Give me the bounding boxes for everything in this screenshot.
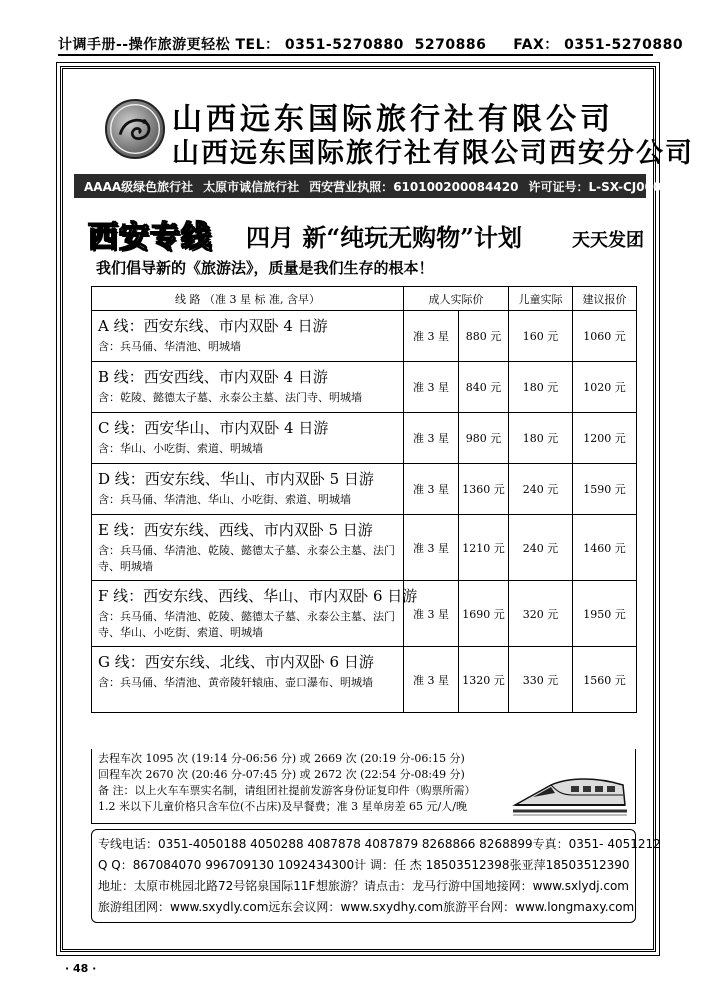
adult-price-cell: 1210 元 bbox=[459, 515, 509, 581]
route-cell bbox=[92, 311, 404, 362]
qq-info bbox=[98, 855, 354, 876]
table-row bbox=[92, 413, 637, 464]
table-header-row bbox=[92, 287, 637, 311]
contact-row-address bbox=[98, 876, 629, 897]
license-info bbox=[309, 178, 518, 195]
qq-numbers: 867084070 996709130 1092434300 bbox=[132, 858, 355, 872]
route-desc: 含：兵马俑、华清池、乾陵、懿德太子墓、永泰公主墓、法门寺、华山、小吃街、索道、明城墙 bbox=[98, 610, 395, 639]
meeting-info bbox=[268, 897, 443, 918]
site-link[interactable]: www.sxlydj.com bbox=[532, 879, 629, 893]
table-row bbox=[92, 311, 637, 362]
child-price-cell: 240 元 bbox=[509, 464, 573, 515]
train-icon bbox=[511, 771, 629, 817]
table-row bbox=[92, 362, 637, 413]
banner-daily: 天天发团 bbox=[572, 230, 644, 251]
dragon-logo-icon bbox=[105, 99, 165, 159]
suggested-price-cell: 1060 元 bbox=[573, 311, 637, 362]
outbound-trains: 去程车次 1095 次 (19:14 分-06:56 分) 或 2669 次 (20:19 分-06:15 分) bbox=[98, 752, 465, 765]
dedicated-label: 专真： bbox=[532, 837, 569, 851]
route-desc: 含：华山、小吃街、索道、明城墙 bbox=[98, 442, 263, 455]
banner bbox=[88, 212, 648, 258]
standard-cell: 准 3 星 bbox=[404, 464, 459, 515]
child-price-cell: 330 元 bbox=[509, 647, 573, 713]
address-info bbox=[98, 876, 315, 897]
group-link[interactable]: www.sxydly.com bbox=[170, 900, 269, 914]
planner-label: 计 调： bbox=[354, 858, 394, 872]
agency-grade: AAAA级绿色旅行社 bbox=[84, 179, 194, 194]
child-price-cell: 160 元 bbox=[509, 311, 573, 362]
table-row bbox=[92, 647, 637, 713]
route-name: F 线：西安东线、西线、华山、市内双卧 6 日游 bbox=[98, 587, 418, 605]
address-text: 太原市桃园北路72号铭泉国际11F bbox=[134, 879, 316, 893]
standard-cell: 准 3 星 bbox=[404, 311, 459, 362]
route-name: E 线：西安东线、西线、市内双卧 5 日游 bbox=[98, 521, 373, 539]
permit-number: L-SX-CJ00058 bbox=[588, 179, 678, 194]
travel-info bbox=[316, 876, 484, 897]
route-cell bbox=[92, 515, 404, 581]
tel-numbers: 0351-5270880 5270886 bbox=[284, 37, 487, 53]
banner-title: 西安专线 bbox=[88, 220, 212, 255]
planner-info bbox=[354, 855, 509, 876]
dedicated-info bbox=[533, 834, 661, 855]
route-cell bbox=[92, 362, 404, 413]
standard-cell: 准 3 星 bbox=[404, 413, 459, 464]
header-route: 线 路 （准 3 星 标 准, 含早） bbox=[92, 287, 404, 311]
child-price-cell: 320 元 bbox=[509, 581, 573, 647]
platform-link[interactable]: www.longmaxy.com bbox=[515, 900, 635, 914]
adult-price-cell: 1320 元 bbox=[459, 647, 509, 713]
train-note-2: 1.2 米以下儿童价格只含车位(不占床)及早餐费；准 3 星单房差 65 元/人/晚 bbox=[98, 799, 467, 813]
route-name: A 线：西安东线、市内双卧 4 日游 bbox=[98, 317, 328, 335]
suggested-price-cell: 1020 元 bbox=[573, 362, 637, 413]
route-desc: 含：兵马俑、华清池、乾陵、懿德太子墓、永泰公主墓、法门寺、明城墙 bbox=[98, 544, 395, 573]
header-suggested: 建议报价 bbox=[573, 287, 637, 311]
license-label: 西安营业执照： bbox=[309, 179, 394, 194]
standard-cell: 准 3 星 bbox=[404, 581, 459, 647]
planner2-name: 张亚萍18503512390 bbox=[509, 858, 630, 872]
permit-label: 许可证号： bbox=[528, 179, 589, 194]
route-desc: 含：兵马俑、华清池、华山、小吃街、索道、明城墙 bbox=[98, 493, 351, 506]
group-info bbox=[98, 897, 268, 918]
return-trains: 回程车次 2670 次 (20:46 分-07:45 分) 或 2672 次 (22:54 分-08:49 分) bbox=[98, 767, 465, 781]
route-desc: 含：兵马俑、华清池、黄帝陵轩辕庙、壶口瀑布、明城墙 bbox=[98, 676, 373, 689]
child-price-cell: 180 元 bbox=[509, 413, 573, 464]
suggested-price-cell: 1950 元 bbox=[573, 581, 637, 647]
suggested-price-cell: 1460 元 bbox=[573, 515, 637, 581]
standard-cell: 准 3 星 bbox=[404, 647, 459, 713]
group-label: 旅游组团网： bbox=[98, 900, 171, 914]
fax-number: 0351-5270880 bbox=[564, 37, 684, 53]
suggested-price-cell: 1200 元 bbox=[573, 413, 637, 464]
contact-row-qq bbox=[98, 855, 629, 876]
route-name: C 线：西安华山、市内双卧 4 日游 bbox=[98, 419, 329, 437]
table-row bbox=[92, 464, 637, 515]
route-cell bbox=[92, 581, 418, 647]
table-row bbox=[92, 515, 637, 581]
fax-label: FAX： bbox=[513, 37, 559, 53]
planner-name: 任 杰 18503512398 bbox=[393, 858, 510, 872]
header-child: 儿童实际 bbox=[509, 287, 573, 311]
site-label: 地接网： bbox=[484, 879, 533, 893]
platform-info bbox=[443, 897, 634, 918]
price-table bbox=[91, 286, 636, 713]
route-desc: 含：乾陵、懿德太子墓、永泰公主墓、法门寺、明城墙 bbox=[98, 391, 362, 404]
suggested-price-cell: 1560 元 bbox=[573, 647, 637, 713]
slogan: 我们倡导新的《旅游法》，质量是我们生存的根本！ bbox=[96, 259, 434, 277]
route-desc: 含：兵马俑、华清池、明城墙 bbox=[98, 340, 241, 353]
contact-row-websites bbox=[98, 897, 635, 918]
banner-plan: 四月 新“纯玩无购物”计划 bbox=[246, 223, 522, 252]
route-name: B 线：西安西线、市内双卧 4 日游 bbox=[98, 368, 328, 386]
permit-info bbox=[528, 178, 678, 195]
standard-cell: 准 3 星 bbox=[404, 515, 459, 581]
qq-label: Q Q： bbox=[98, 858, 133, 872]
route-name: G 线：西安东线、北线、市内双卧 6 日游 bbox=[98, 653, 374, 671]
top-header bbox=[58, 34, 684, 56]
dedicated-number: 0351- 4051212 bbox=[568, 837, 661, 851]
travel-text: 龙马行游中国 bbox=[412, 879, 485, 893]
meeting-label: 远东会议网： bbox=[268, 900, 341, 914]
contact-box bbox=[91, 829, 661, 923]
route-name: D 线：西安东线、华山、市内双卧 5 日游 bbox=[98, 470, 374, 488]
adult-price-cell: 840 元 bbox=[459, 362, 509, 413]
license-bar bbox=[74, 174, 678, 198]
contact-row-hotline bbox=[98, 834, 661, 855]
adult-price-cell: 980 元 bbox=[459, 413, 509, 464]
header-adult: 成人实际价 bbox=[404, 287, 509, 311]
tel-label: TEL： bbox=[235, 37, 280, 53]
company-name: 山西远东国际旅行社有限公司 bbox=[172, 102, 614, 137]
route-cell bbox=[92, 413, 404, 464]
platform-label: 旅游平台网： bbox=[443, 900, 516, 914]
train-note-1: 备 注：以上火车车票实名制，请组团社提前发游客身份证复印件（购票所需） bbox=[98, 783, 476, 797]
hotline-info bbox=[98, 834, 533, 855]
standard-cell: 准 3 星 bbox=[404, 362, 459, 413]
travel-label: 想旅游？请点击： bbox=[316, 879, 413, 893]
hotline-label: 专线电话： bbox=[98, 837, 159, 851]
train-info bbox=[91, 749, 636, 824]
suggested-price-cell: 1590 元 bbox=[573, 464, 637, 515]
child-price-cell: 180 元 bbox=[509, 362, 573, 413]
license-number: 610100200084420 bbox=[393, 179, 519, 194]
route-cell bbox=[92, 647, 404, 713]
page-number: · 48 · bbox=[65, 962, 97, 975]
adult-price-cell: 1690 元 bbox=[459, 581, 509, 647]
table-row bbox=[92, 581, 637, 647]
site-info bbox=[485, 876, 629, 897]
meeting-link[interactable]: www.sxydhy.com bbox=[340, 900, 444, 914]
address-label: 地址： bbox=[98, 879, 135, 893]
agency-honor: 太原市诚信旅行社 bbox=[203, 179, 300, 194]
route-cell bbox=[92, 464, 404, 515]
child-price-cell: 240 元 bbox=[509, 515, 573, 581]
hotline-numbers: 0351-4050188 4050288 4087878 4087879 8268866 8268899 bbox=[158, 837, 533, 851]
adult-price-cell: 880 元 bbox=[459, 311, 509, 362]
adult-price-cell: 1360 元 bbox=[459, 464, 509, 515]
top-header-slogan: 计调手册--操作旅游更轻松 bbox=[58, 37, 231, 53]
company-branch: 山西远东国际旅行社有限公司西安分公司 bbox=[172, 138, 694, 169]
